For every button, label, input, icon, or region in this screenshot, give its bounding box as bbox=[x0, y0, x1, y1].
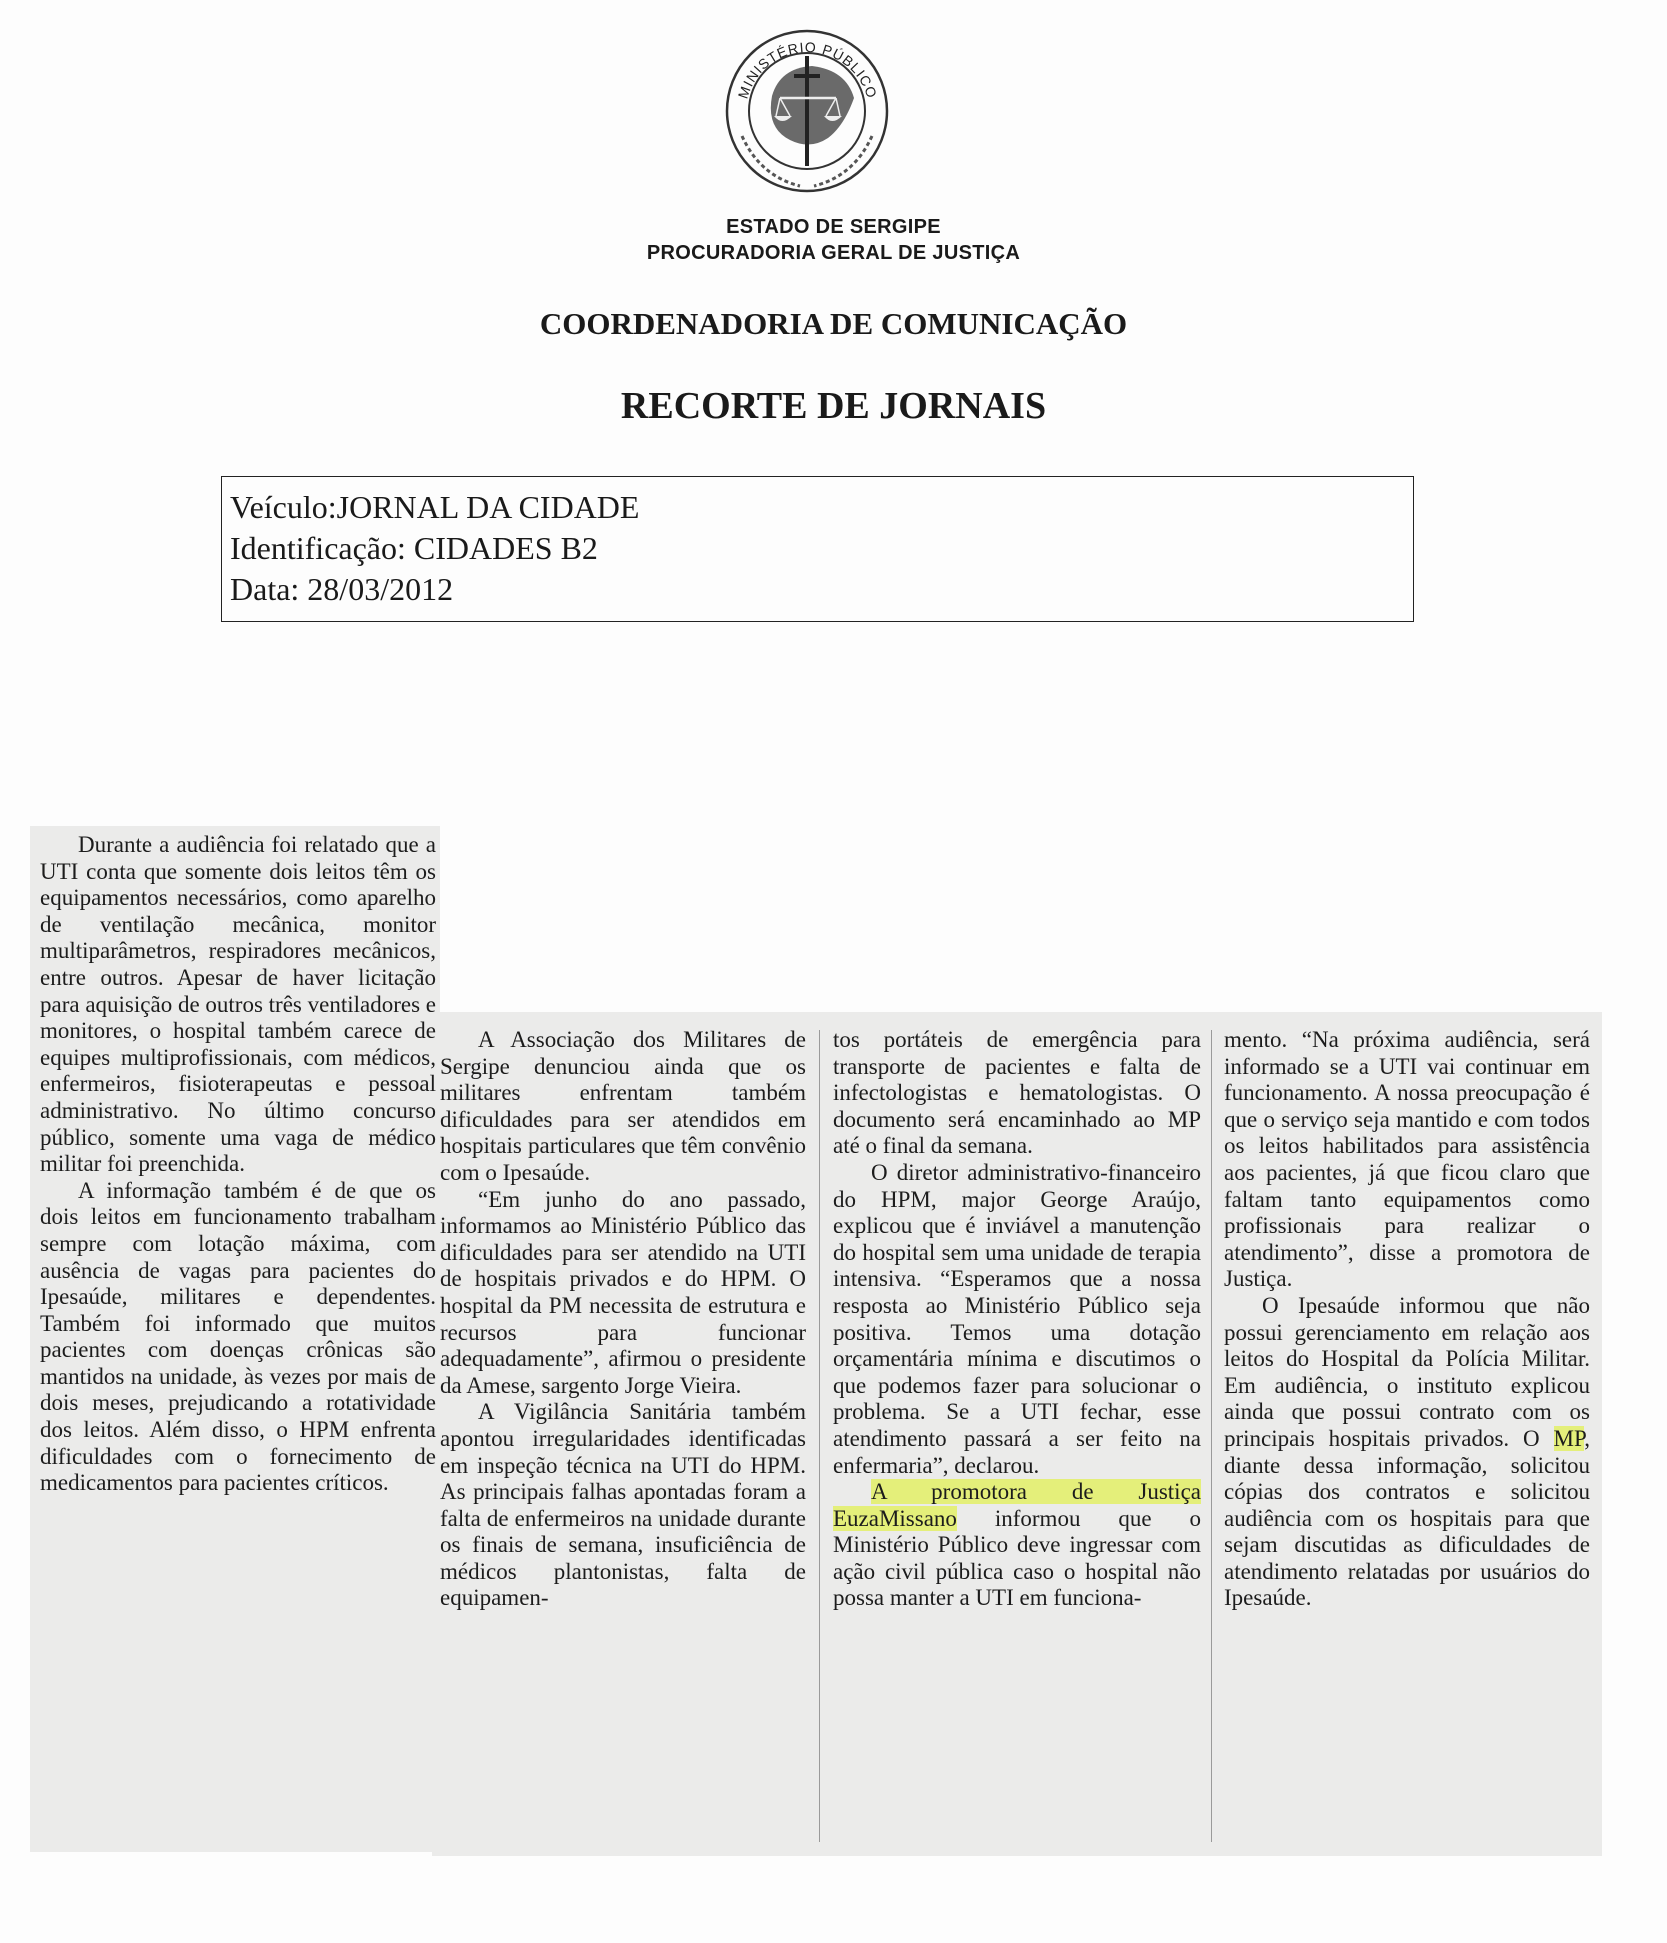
article-paragraph: tos portáteis de emergência para transporte de pacientes e falta de infectologistas e hematologistas. O documento será encaminhado ao MP até o final da semana. bbox=[833, 1027, 1201, 1159]
article-paragraph: A informação também é de que os dois leitos em funcionamento trabalham sempre com lotação máxima, com ausência de vagas para pacientes do Ipesaúde, militares e dependentes. Também foi informado que muitos pacientes com doenças crônicas são mantidos na unidade, às vezes por mais de dois meses, prejudicando a rotatividade dos leitos. Além disso, o HPM enfrenta dificuldades com o fornecimento de medicamentos para pacientes críticos. bbox=[40, 1177, 436, 1496]
article-paragraph: “Em junho do ano passado, informamos ao Ministério Público das dificuldades para ser atendido na UTI de hospitais privados e do HPM. O hospital da PM necessita de estrutura e recursos para funcionar adequadamente”, afirmou o presidente da Amese, sargento Jorge Vieira. bbox=[440, 1186, 806, 1398]
article-paragraph: Durante a audiência foi relatado que a UTI conta que somente dois leitos têm os equipamentos necessários, como aparelho de ventilação mecânica, monitor multiparâmetros, respiradores mecânicos, entre outros. Apesar de haver licitação para aquisição de outros três ventiladores e monitores, o hospital também carece de equipes multiprofissionais, com médicos, enfermeiros, fisioterapeutas e pessoal administrativo. No último concurso público, somente uma vaga de médico militar foi preenchida. bbox=[40, 832, 436, 1177]
article-column-3 bbox=[833, 1027, 1201, 1612]
article-text: O Ipesaúde informou que não possui gerenciamento em relação aos leitos do Hospital da Polícia Militar. Em audiência, o instituto explicou ainda que possui contrato com os principais hospitais privados. O bbox=[1224, 1292, 1590, 1451]
highlighted-text: MP bbox=[1553, 1425, 1585, 1451]
article-paragraph bbox=[1224, 1293, 1590, 1612]
column-rule bbox=[1211, 1030, 1212, 1842]
date-line: Data: 28/03/2012 bbox=[230, 571, 454, 607]
article-paragraph: O diretor administrativo-financeiro do HPM, major George Araújo, explicou que é inviável a manutenção do hospital sem uma unidade de terapia intensiva. “Esperamos que a nossa resposta ao Ministério Público seja positiva. Temos uma dotação orçamentária mínima e discutimos o que podemos fazer para solucionar o problema. Se a UTI fechar, esse atendimento passará a ser feito na enfermaria”, declarou. bbox=[833, 1159, 1201, 1478]
identification-line: Identificação: CIDADES B2 bbox=[230, 530, 598, 566]
section-title: RECORTE DE JORNAIS bbox=[620, 385, 1047, 427]
state-heading: ESTADO DE SERGIPE bbox=[726, 216, 941, 238]
article-column-4 bbox=[1224, 1027, 1590, 1612]
article-paragraph: A Vigilância Sanitária também apontou irregularidades identificadas em inspeção técnica na UTI do HPM. As principais falhas apontadas foram a falta de enfermeiros na unidade durante os finais de semana, insuficiência de médicos plantonistas, falta de equipamen- bbox=[440, 1399, 806, 1611]
column-rule bbox=[819, 1030, 820, 1842]
article-paragraph: A Associação dos Militares de Sergipe denunciou ainda que os militares enfrentam também dificuldades para ser atendidos em hospitais particulares que têm convênio com o Ipesaúde. bbox=[440, 1027, 806, 1185]
article-paragraph: mento. “Na próxima audiência, será informado se a UTI vai continuar em funcionamento. A nossa preocupação é que o serviço seja mantido e com todos os leitos habilitados para assistência aos pacientes, já que ficou claro que faltam tanto equipamentos como profissionais para realizar o atendimento”, disse a promotora de Justiça. bbox=[1224, 1027, 1590, 1292]
article-text: , diante dessa informação, solicitou cópias dos contratos e solicitou audiência com os hospitais para que sejam discutidas as dificuldades de atendimento relatadas por usuários do Ipesaúde. bbox=[1224, 1425, 1590, 1611]
svg-text:MINISTÉRIO PÚBLICO: MINISTÉRIO PÚBLICO bbox=[734, 38, 881, 101]
article-text: informou que o Ministério Público deve ingressar com ação civil pública caso o hospital não possa manter a UTI em funciona- bbox=[833, 1505, 1201, 1611]
highlighted-text: A promotora de Justiça EuzaMissano bbox=[833, 1479, 1201, 1531]
article-column-2 bbox=[440, 1027, 806, 1612]
article-column-1 bbox=[40, 832, 436, 1497]
article-paragraph bbox=[833, 1479, 1201, 1612]
clipping-info-box bbox=[221, 476, 1414, 622]
office-heading: PROCURADORIA GERAL DE JUSTIÇA bbox=[646, 242, 1021, 264]
ministerio-publico-seal bbox=[720, 26, 895, 196]
department-heading: COORDENADORIA DE COMUNICAÇÃO bbox=[539, 306, 1128, 341]
vehicle-line: Veículo:JORNAL DA CIDADE bbox=[230, 489, 640, 525]
